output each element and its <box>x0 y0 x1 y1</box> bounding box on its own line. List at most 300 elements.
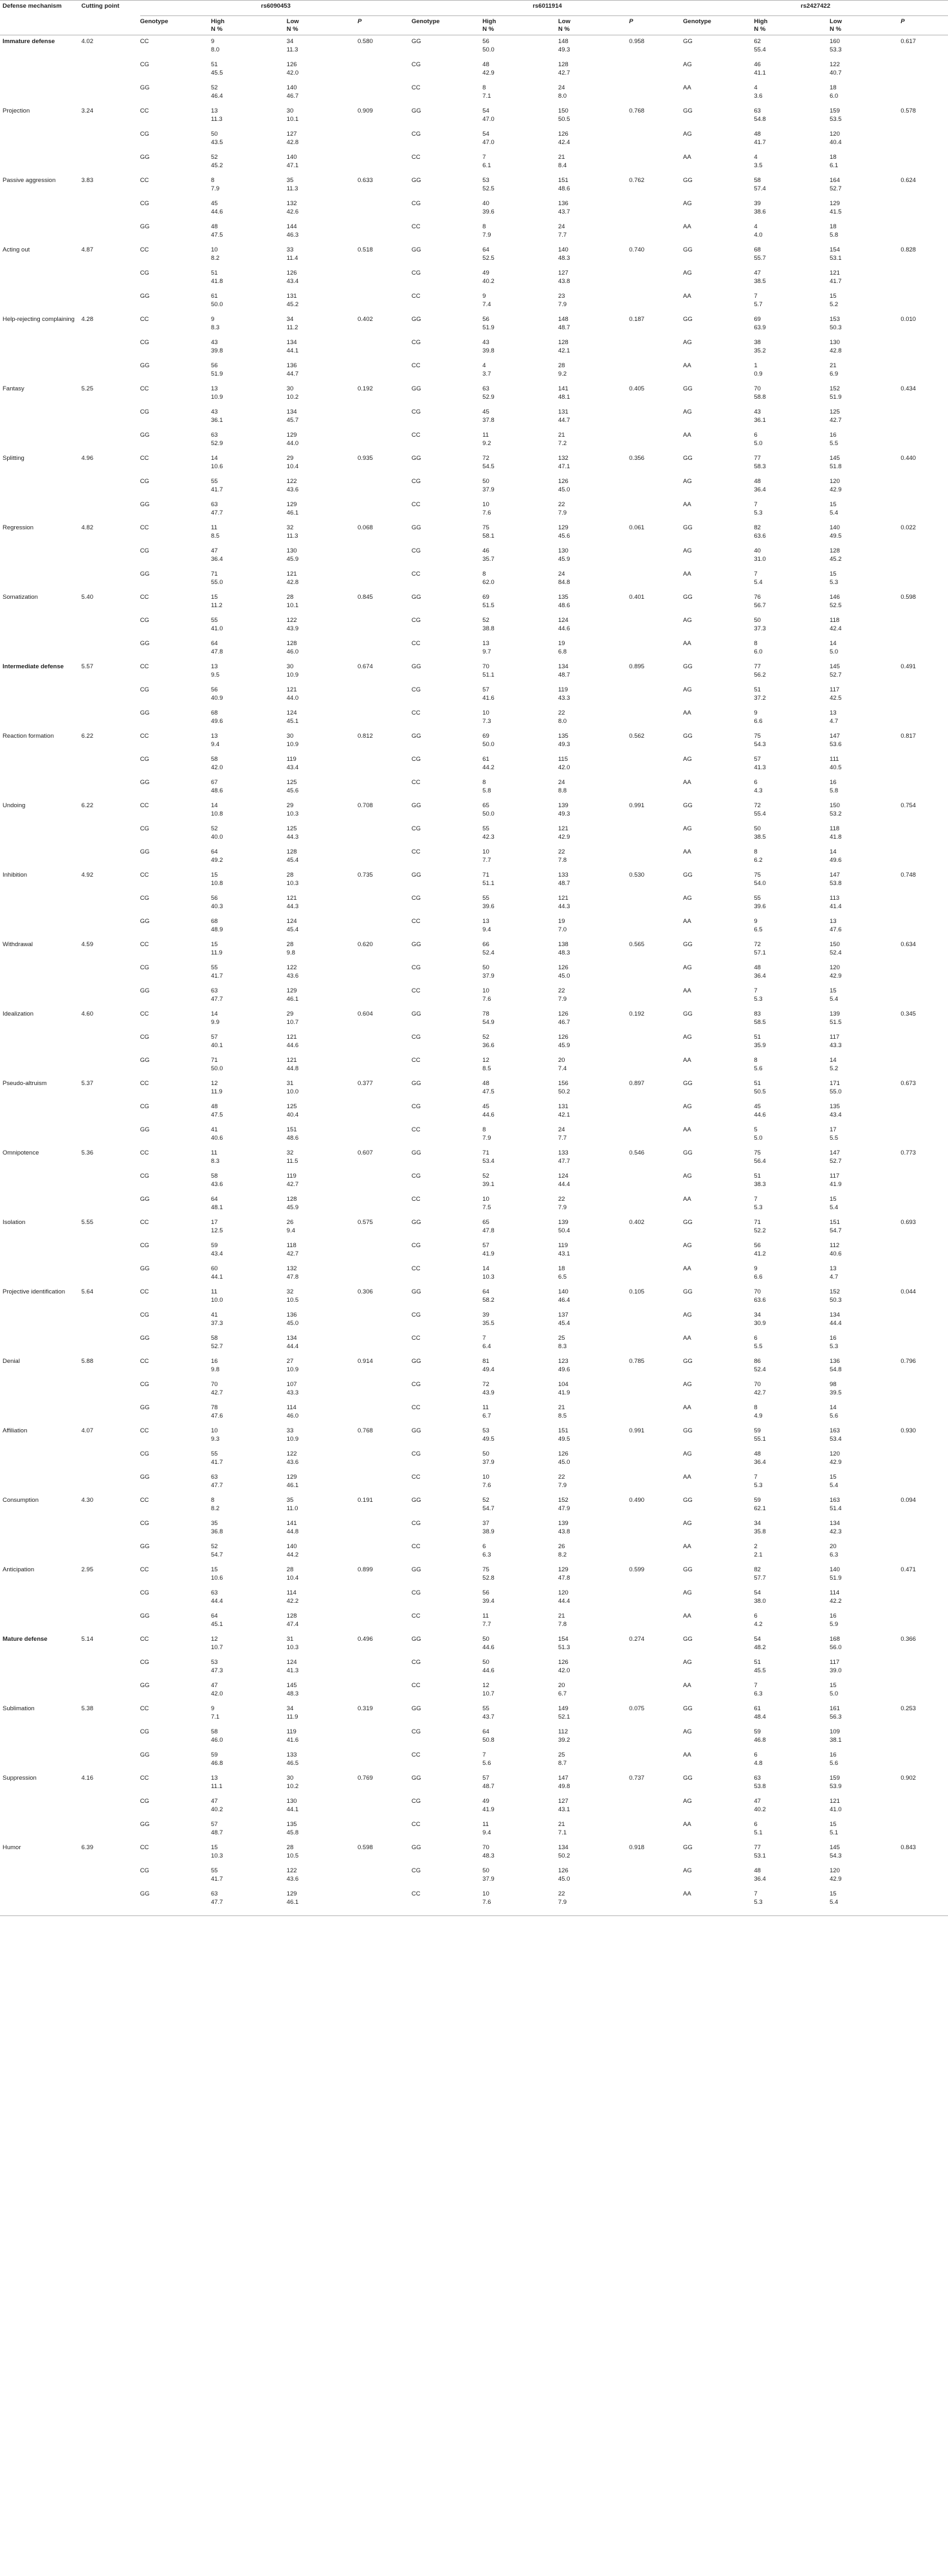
genotype-cell: CG <box>411 1520 421 1527</box>
low-n: 119 <box>286 1728 296 1735</box>
high-pct: 44.1 <box>211 1274 223 1281</box>
high-pct: 38.5 <box>754 278 766 285</box>
low-pct: 45.8 <box>286 1829 299 1836</box>
p-value: 0.075 <box>629 1705 644 1712</box>
low-n: 26 <box>286 1219 294 1226</box>
low-n: 136 <box>286 362 297 369</box>
mechanism-name: Affiliation <box>3 1427 28 1434</box>
high-pct: 11.3 <box>211 116 223 123</box>
p-value: 0.356 <box>629 455 644 462</box>
high-n: 34 <box>754 1311 761 1319</box>
low-pct: 42.0 <box>558 1667 570 1674</box>
table-row <box>0 1818 948 1841</box>
high-count-cell <box>754 1239 830 1263</box>
high-count-cell <box>754 197 830 221</box>
low-count-cell <box>287 290 358 313</box>
high-pct: 51.9 <box>211 370 223 378</box>
high-count-cell <box>754 1309 830 1332</box>
low-count-cell <box>830 267 900 290</box>
high-count-cell <box>211 707 287 730</box>
low-n: 14 <box>830 1404 837 1411</box>
low-pct: 48.6 <box>558 602 570 609</box>
mechanism-name: Withdrawal <box>3 941 33 948</box>
genotype-cell: CG <box>140 964 149 971</box>
high-count-cell <box>754 753 830 776</box>
high-n: 72 <box>754 802 761 809</box>
high-pct: 43.6 <box>211 1181 223 1188</box>
genotype-cell: CG <box>140 1659 149 1666</box>
low-pct: 7.8 <box>558 857 567 864</box>
genotype-cell: CG <box>140 686 149 693</box>
empty-cell <box>82 684 140 707</box>
low-pct: 7.4 <box>558 1065 567 1072</box>
header-high-label: High <box>482 18 497 25</box>
mechanism-name: Anticipation <box>3 1566 35 1573</box>
low-pct: 48.6 <box>558 185 570 192</box>
high-pct: 44.6 <box>482 1667 495 1674</box>
high-pct: 6.3 <box>482 1551 491 1558</box>
high-n: 54 <box>754 1636 761 1643</box>
genotype-cell: AA <box>683 1543 691 1550</box>
low-n: 135 <box>830 1103 840 1110</box>
empty-cell <box>82 267 140 290</box>
high-count-cell <box>754 1818 830 1841</box>
header-n-pct: N % <box>830 26 841 33</box>
genotype-cell: AA <box>683 779 691 786</box>
high-pct: 53.8 <box>754 1783 766 1790</box>
empty-cell <box>358 1239 412 1263</box>
empty-cell <box>629 1587 683 1610</box>
high-pct: 62.0 <box>482 579 495 586</box>
empty-cell <box>900 1818 948 1841</box>
empty-cell <box>629 1239 683 1263</box>
table-row <box>0 1703 948 1726</box>
high-count-cell <box>211 1749 287 1772</box>
high-pct: 5.6 <box>482 1760 491 1767</box>
empty-cell <box>900 1031 948 1054</box>
high-n: 8 <box>211 177 215 184</box>
high-n: 55 <box>482 1705 489 1712</box>
cutting-point-value: 5.14 <box>81 1636 93 1643</box>
high-n: 40 <box>754 547 761 554</box>
high-n: 63 <box>211 501 218 508</box>
high-pct: 40.2 <box>754 1806 766 1813</box>
low-n: 122 <box>286 478 297 485</box>
empty-cell <box>0 1726 82 1749</box>
high-count-cell <box>754 1841 830 1865</box>
low-count-cell <box>558 105 629 128</box>
high-pct: 50.0 <box>482 741 495 748</box>
genotype-cell: GG <box>411 872 421 879</box>
low-count-cell <box>830 1703 900 1726</box>
cutting-point-value: 4.28 <box>81 316 93 323</box>
high-pct: 55.4 <box>754 810 766 818</box>
table-row <box>0 174 948 197</box>
high-count-cell <box>482 915 558 938</box>
high-n: 10 <box>482 1196 489 1203</box>
empty-cell <box>358 545 412 568</box>
low-n: 119 <box>558 686 568 693</box>
high-n: 8 <box>754 848 758 855</box>
low-count-cell <box>287 1332 358 1355</box>
table-row <box>0 1286 948 1309</box>
high-pct: 2.1 <box>754 1551 763 1558</box>
low-n: 150 <box>830 802 840 809</box>
low-pct: 4.7 <box>830 718 839 725</box>
high-n: 63 <box>211 432 218 439</box>
low-pct: 7.9 <box>558 1899 567 1906</box>
header-genotype-label: Genotype <box>411 18 440 25</box>
low-count-cell <box>287 475 358 498</box>
empty-cell <box>900 1309 948 1332</box>
low-pct: 11.2 <box>286 324 298 331</box>
low-n: 20 <box>558 1057 565 1064</box>
mechanism-name: Suppression <box>3 1775 37 1782</box>
low-n: 22 <box>558 987 565 994</box>
low-n: 18 <box>830 223 837 230</box>
empty-cell <box>0 776 82 799</box>
high-pct: 56.2 <box>754 671 766 679</box>
genotype-cell: GG <box>140 987 150 994</box>
low-n: 15 <box>830 1821 837 1828</box>
low-n: 22 <box>558 1890 565 1897</box>
genotype-cell: CC <box>140 1636 149 1643</box>
p-value: 0.812 <box>357 733 373 740</box>
empty-cell <box>0 1656 82 1679</box>
table-row <box>0 128 948 151</box>
genotype-cell: AA <box>683 848 691 855</box>
low-pct: 43.4 <box>286 764 299 771</box>
low-count-cell <box>830 1888 900 1916</box>
genotype-cell: GG <box>140 154 150 161</box>
low-count-cell <box>287 591 358 614</box>
p-value: 0.402 <box>629 1219 644 1226</box>
empty-cell <box>82 892 140 915</box>
high-n: 68 <box>211 918 218 925</box>
low-n: 117 <box>830 686 840 693</box>
high-n: 48 <box>754 131 761 138</box>
high-pct: 7.6 <box>482 996 491 1003</box>
high-n: 13 <box>211 385 218 392</box>
low-n: 125 <box>286 1103 297 1110</box>
low-pct: 41.7 <box>830 278 842 285</box>
low-count-cell <box>287 1124 358 1147</box>
high-pct: 36.4 <box>211 556 223 563</box>
high-count-cell <box>482 1378 558 1402</box>
low-count-cell <box>558 846 629 869</box>
table-row <box>0 429 948 452</box>
low-count-cell <box>830 35 900 59</box>
high-count-cell <box>754 938 830 962</box>
low-n: 121 <box>830 269 840 277</box>
low-n: 139 <box>558 1219 569 1226</box>
high-pct: 10.6 <box>211 1575 223 1582</box>
high-pct: 51.1 <box>482 880 495 887</box>
low-count-cell <box>558 1402 629 1425</box>
low-pct: 49.3 <box>558 810 570 818</box>
high-pct: 63.9 <box>754 324 766 331</box>
table-row <box>0 1772 948 1795</box>
low-n: 133 <box>558 872 569 879</box>
genotype-cell: CG <box>411 617 421 624</box>
low-pct: 5.4 <box>830 509 839 516</box>
genotype-cell: GG <box>140 571 150 578</box>
empty-cell <box>900 1795 948 1818</box>
p-value: 0.440 <box>900 455 916 462</box>
header-high-label: High <box>211 18 225 25</box>
low-pct: 50.3 <box>830 1297 842 1304</box>
header-genotype <box>140 16 211 35</box>
empty-cell <box>900 406 948 429</box>
low-n: 140 <box>286 84 297 91</box>
low-n: 160 <box>830 38 840 45</box>
high-pct: 38.8 <box>482 625 495 632</box>
high-pct: 40.2 <box>482 278 495 285</box>
low-count-cell <box>558 1378 629 1402</box>
low-pct: 54.3 <box>830 1852 842 1859</box>
high-pct: 50.5 <box>754 1088 766 1095</box>
mechanism-name: Passive aggression <box>3 177 56 184</box>
low-count-cell <box>287 1564 358 1587</box>
high-n: 9 <box>482 293 486 300</box>
genotype-cell: AA <box>683 1265 691 1272</box>
high-n: 13 <box>211 107 218 114</box>
mechanism-name: Undoing <box>3 802 26 809</box>
low-n: 28 <box>286 1844 294 1851</box>
high-count-cell <box>211 1703 287 1726</box>
high-count-cell <box>754 1703 830 1726</box>
genotype-cell: GG <box>140 848 150 855</box>
low-count-cell <box>287 406 358 429</box>
genotype-cell: CC <box>140 1358 149 1365</box>
empty-cell <box>0 846 82 869</box>
low-pct: 84.8 <box>558 579 570 586</box>
genotype-cell: GG <box>411 177 421 184</box>
genotype-cell: AG <box>683 686 692 693</box>
genotype-cell: GG <box>140 1751 150 1758</box>
low-n: 18 <box>830 84 837 91</box>
low-n: 140 <box>286 1543 297 1550</box>
low-n: 107 <box>286 1381 297 1388</box>
low-count-cell <box>287 962 358 985</box>
genotype-cell: CC <box>140 1149 149 1156</box>
p-value: 0.518 <box>357 246 373 253</box>
genotype-cell: AA <box>683 293 691 300</box>
low-n: 121 <box>286 895 297 902</box>
high-count-cell <box>211 1286 287 1309</box>
empty-cell <box>0 151 82 174</box>
genotype-cell: GG <box>140 779 150 786</box>
low-pct: 6.1 <box>830 162 839 169</box>
empty-cell <box>900 1610 948 1633</box>
high-n: 15 <box>211 1844 218 1851</box>
low-pct: 43.3 <box>830 1042 842 1049</box>
low-n: 138 <box>558 941 569 948</box>
genotype-cell: CC <box>411 154 421 161</box>
empty-cell <box>0 128 82 151</box>
genotype-cell: CC <box>411 1335 421 1342</box>
table-row <box>0 1494 948 1517</box>
low-count-cell <box>830 406 900 429</box>
low-count-cell <box>287 1772 358 1795</box>
genotype-cell: GG <box>411 1566 421 1573</box>
empty-cell <box>900 1656 948 1679</box>
low-count-cell <box>287 869 358 892</box>
high-count-cell <box>754 475 830 498</box>
low-n: 121 <box>286 1057 297 1064</box>
low-n: 140 <box>558 246 569 253</box>
high-count-cell <box>754 452 830 475</box>
high-count-cell <box>211 1679 287 1703</box>
p-value: 0.991 <box>629 802 644 809</box>
genotype-cell: AG <box>683 1728 692 1735</box>
high-count-cell <box>754 776 830 799</box>
high-count-cell <box>754 591 830 614</box>
high-count-cell <box>211 938 287 962</box>
header-n-pct: N % <box>286 26 298 33</box>
low-n: 21 <box>558 1404 565 1411</box>
empty-cell <box>358 962 412 985</box>
empty-cell <box>358 151 412 174</box>
high-count-cell <box>482 1749 558 1772</box>
p-value: 0.274 <box>629 1636 644 1643</box>
empty-cell <box>629 59 683 82</box>
high-pct: 57.1 <box>754 949 766 956</box>
low-count-cell <box>558 1818 629 1841</box>
high-n: 59 <box>211 1242 218 1249</box>
low-pct: 53.5 <box>830 116 842 123</box>
high-pct: 47.6 <box>211 1412 223 1420</box>
high-n: 46 <box>754 61 761 68</box>
high-n: 70 <box>754 1381 761 1388</box>
empty-cell <box>900 1726 948 1749</box>
genotype-cell: GG <box>411 1219 421 1226</box>
low-n: 109 <box>830 1728 840 1735</box>
low-pct: 45.0 <box>558 973 570 980</box>
genotype-cell: GG <box>411 1636 421 1643</box>
empty-cell <box>0 1795 82 1818</box>
high-count-cell <box>482 1772 558 1795</box>
high-count-cell <box>211 383 287 406</box>
high-pct: 50.8 <box>482 1737 495 1744</box>
high-n: 59 <box>754 1427 761 1434</box>
empty-cell <box>358 1101 412 1124</box>
high-pct: 57.4 <box>754 185 766 192</box>
low-count-cell <box>287 1147 358 1170</box>
high-count-cell <box>211 1332 287 1355</box>
genotype-cell: AG <box>683 1589 692 1596</box>
low-n: 126 <box>558 131 569 138</box>
low-pct: 46.0 <box>286 1412 299 1420</box>
cutting-point-value: 4.82 <box>81 524 93 531</box>
genotype-cell: CC <box>140 1080 149 1087</box>
genotype-cell: AG <box>683 1867 692 1874</box>
high-count-cell <box>482 985 558 1008</box>
table-row <box>0 869 948 892</box>
high-pct: 6.2 <box>754 857 763 864</box>
empty-cell <box>0 614 82 637</box>
high-pct: 37.8 <box>482 417 495 424</box>
low-count-cell <box>558 1772 629 1795</box>
genotype-cell: CC <box>411 709 421 717</box>
low-pct: 40.7 <box>830 69 842 77</box>
genotype-cell: AG <box>683 1798 692 1805</box>
high-count-cell <box>754 568 830 591</box>
high-pct: 36.4 <box>754 1876 766 1883</box>
low-pct: 44.3 <box>558 903 570 910</box>
empty-cell <box>0 1587 82 1610</box>
low-n: 19 <box>558 640 565 647</box>
low-pct: 45.2 <box>830 556 842 563</box>
high-n: 50 <box>482 1659 489 1666</box>
high-pct: 39.8 <box>211 347 223 354</box>
low-pct: 44.7 <box>558 417 570 424</box>
high-count-cell <box>482 1564 558 1587</box>
header-cutting-point: Cutting point <box>82 1 140 35</box>
empty-cell <box>82 962 140 985</box>
low-n: 150 <box>558 107 569 114</box>
low-n: 25 <box>558 1751 565 1758</box>
empty-cell <box>82 406 140 429</box>
empty-cell <box>900 1193 948 1216</box>
empty-cell <box>358 1517 412 1540</box>
low-pct: 6.7 <box>558 1690 567 1697</box>
empty-cell <box>358 498 412 522</box>
p-value: 0.897 <box>629 1080 644 1087</box>
high-pct: 45.2 <box>211 162 223 169</box>
empty-cell <box>358 707 412 730</box>
low-n: 139 <box>830 1010 840 1018</box>
high-n: 37 <box>482 1520 489 1527</box>
high-n: 64 <box>211 1612 218 1620</box>
low-n: 145 <box>830 455 840 462</box>
low-count-cell <box>558 522 629 545</box>
header-n-pct: N % <box>482 26 495 33</box>
empty-cell <box>900 1101 948 1124</box>
low-n: 128 <box>286 848 297 855</box>
low-count-cell <box>830 1795 900 1818</box>
low-count-cell <box>558 59 629 82</box>
low-count-cell <box>830 1587 900 1610</box>
low-n: 149 <box>558 1705 569 1712</box>
low-n: 17 <box>830 1126 837 1133</box>
low-n: 129 <box>286 501 297 508</box>
low-n: 119 <box>558 1242 568 1249</box>
low-pct: 7.2 <box>558 440 567 447</box>
low-count-cell <box>558 128 629 151</box>
high-pct: 44.4 <box>211 1598 223 1605</box>
high-n: 55 <box>482 825 489 832</box>
empty-cell <box>82 1402 140 1425</box>
header-high <box>211 16 287 35</box>
low-n: 136 <box>830 1358 840 1365</box>
empty-cell <box>900 267 948 290</box>
high-n: 50 <box>482 964 489 971</box>
high-count-cell <box>754 1170 830 1193</box>
low-pct: 9.8 <box>286 949 295 956</box>
genotype-cell: GG <box>683 1775 693 1782</box>
low-count-cell <box>558 915 629 938</box>
empty-cell <box>358 823 412 846</box>
high-count-cell <box>211 915 287 938</box>
high-n: 45 <box>482 408 489 416</box>
high-pct: 4.0 <box>754 232 763 239</box>
low-n: 122 <box>286 964 297 971</box>
low-count-cell <box>558 1425 629 1448</box>
high-count-cell <box>754 313 830 336</box>
low-pct: 42.8 <box>286 579 299 586</box>
high-pct: 36.4 <box>754 486 766 493</box>
